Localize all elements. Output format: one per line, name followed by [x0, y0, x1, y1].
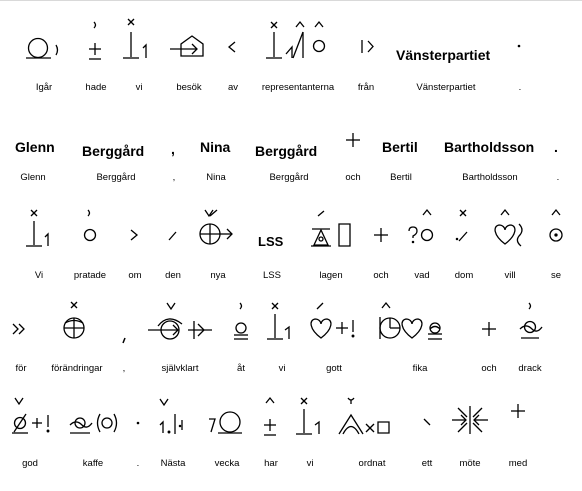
- gloss-nasta: Nästa: [160, 458, 186, 469]
- gloss-berggard-1: Berggård: [96, 172, 136, 183]
- word-cell-och-2: [364, 198, 398, 288]
- word-berggard-2: Berggård: [255, 143, 318, 159]
- dom-symbol: [448, 198, 480, 260]
- word-vansterpartiet: Vänsterpartiet: [396, 47, 491, 63]
- word-cell-vi: [118, 10, 160, 100]
- word-cell-nasta: [152, 386, 194, 476]
- word-cell-vill: [488, 198, 532, 288]
- ett-symbol: [412, 386, 442, 448]
- word-cell-vi-4: [290, 386, 330, 476]
- gloss-ett: ett: [421, 458, 433, 469]
- nasta-symbol: [152, 386, 194, 448]
- gloss-om: om: [128, 270, 142, 281]
- word-cell-glenn: [8, 100, 58, 190]
- gloss-vansterpartiet: Vänsterpartiet: [416, 82, 476, 93]
- sentence-row-3: [0, 198, 582, 288]
- gloss-bertil: Bertil: [390, 172, 412, 183]
- gloss-besok: besök: [176, 82, 202, 93]
- gloss-har: har: [264, 458, 278, 469]
- god-symbol: [6, 386, 54, 448]
- word-cell-har: [256, 386, 286, 476]
- gloss-vi-4: vi: [306, 458, 314, 469]
- gloss-comma: ,: [122, 363, 126, 374]
- gloss-for: för: [15, 363, 27, 374]
- word-cell-representanterna: [252, 10, 344, 100]
- sjalvklart-symbol: [140, 291, 220, 353]
- gloss-vill: vill: [504, 270, 516, 281]
- gloss-lagen: lagen: [319, 270, 343, 281]
- av-symbol: [218, 10, 248, 72]
- for-symbol: [6, 291, 36, 353]
- word-cell-fran: [348, 10, 384, 100]
- word-cell-och-3: [472, 291, 506, 381]
- drack-symbol: [512, 291, 548, 353]
- gloss-pratade: pratade: [73, 270, 107, 281]
- word-cell-period-3: [128, 386, 148, 476]
- word-cell-kaffe: [62, 386, 124, 476]
- word-cell-berggard-1: [78, 100, 154, 190]
- word-cell-comma: [114, 291, 134, 381]
- gloss-period-2: .: [556, 172, 560, 183]
- vi-symbol: [262, 291, 302, 353]
- och-symbol: [336, 100, 370, 162]
- word-glenn: Glenn: [15, 139, 55, 155]
- comma-symbol: [114, 291, 134, 353]
- gloss-hade: hade: [85, 82, 107, 93]
- word-cell-hade: [78, 10, 114, 100]
- word-cell-period: [510, 10, 530, 100]
- gloss-och-3: och: [481, 363, 497, 374]
- word-cell-period-2: [548, 100, 568, 190]
- gloss-period-3: .: [136, 458, 140, 469]
- word-cell-nya: [194, 198, 242, 288]
- word-cell-god: [6, 386, 54, 476]
- word-cell-ett: [412, 386, 442, 476]
- word-cell-se: [542, 198, 570, 288]
- gloss-period: .: [518, 82, 522, 93]
- gloss-representanterna: representanterna: [261, 82, 335, 93]
- gloss-comma-name: ,: [172, 172, 176, 183]
- fika-symbol: [372, 291, 468, 353]
- gloss-vi-2: Vi: [34, 270, 44, 281]
- word-cell-vad: [404, 198, 440, 288]
- gloss-och-1: och: [345, 172, 361, 183]
- word-comma-name: ,: [171, 141, 175, 157]
- word-cell-drack: [512, 291, 548, 381]
- gloss-med: med: [508, 458, 528, 469]
- representanterna-symbol: [252, 10, 344, 72]
- word-cell-ordnat: [336, 386, 408, 476]
- och-symbol: [364, 198, 398, 260]
- gloss-nya: nya: [210, 270, 226, 281]
- gloss-vad: vad: [414, 270, 430, 281]
- gloss-kaffe: kaffe: [82, 458, 104, 469]
- gloss-igar: Igår: [35, 82, 53, 93]
- gloss-mote: möte: [459, 458, 481, 469]
- gloss-at: åt: [237, 363, 245, 374]
- gloss-den: den: [165, 270, 181, 281]
- sentence-row-5: [0, 386, 582, 476]
- forandringar-symbol: [44, 291, 110, 353]
- gloss-nina: Nina: [206, 172, 226, 183]
- gloss-vi: vi: [135, 82, 143, 93]
- sentence-row-1: [0, 10, 582, 100]
- word-cell-vi-2: [18, 198, 60, 288]
- word-cell-sjalvklart: [140, 291, 220, 381]
- vi-symbol: [290, 386, 330, 448]
- word-bartholdsson: Bartholdsson: [444, 139, 535, 155]
- gloss-vi-3: vi: [278, 363, 286, 374]
- nya-symbol: [194, 198, 242, 260]
- igar-symbol: [18, 10, 70, 72]
- word-cell-forandringar: [44, 291, 110, 381]
- pratade-symbol: [66, 198, 114, 260]
- word-cell-lss: [252, 198, 292, 288]
- word-cell-vecka: [204, 386, 250, 476]
- kaffe-symbol: [62, 386, 124, 448]
- vecka-symbol: [204, 386, 250, 448]
- word-cell-igar: [18, 10, 70, 100]
- gloss-vecka: vecka: [214, 458, 240, 469]
- word-cell-pratade: [66, 198, 114, 288]
- gloss-ordnat: ordnat: [358, 458, 386, 469]
- se-symbol: [542, 198, 570, 260]
- fran-symbol: [348, 10, 384, 72]
- word-cell-lagen: [306, 198, 356, 288]
- word-cell-vi-3: [262, 291, 302, 381]
- gloss-sjalvklart: självklart: [161, 363, 199, 374]
- word-cell-och-1: [336, 100, 370, 190]
- period-symbol: [128, 386, 148, 448]
- vi-symbol: [118, 10, 160, 72]
- word-cell-med: [500, 386, 536, 476]
- vad-symbol: [404, 198, 440, 260]
- gloss-fran: från: [357, 82, 375, 93]
- gloss-fika: fika: [412, 363, 428, 374]
- sentence-row-4: [0, 291, 582, 381]
- besok-symbol: [165, 10, 213, 72]
- och-symbol: [472, 291, 506, 353]
- word-cell-mote: [448, 386, 492, 476]
- gloss-av: av: [227, 82, 239, 93]
- word-cell-vansterpartiet: [392, 10, 500, 100]
- lagen-symbol: [306, 198, 356, 260]
- top-border: [0, 0, 582, 1]
- gloss-bartholdsson: Bartholdsson: [462, 172, 518, 183]
- gloss-berggard-2: Berggård: [269, 172, 309, 183]
- at-symbol: [226, 291, 256, 353]
- word-cell-nina: [194, 100, 238, 190]
- gloss-glenn: Glenn: [20, 172, 46, 183]
- word-cell-den: [156, 198, 190, 288]
- word-cell-gott: [306, 291, 362, 381]
- word-cell-bartholdsson: [438, 100, 542, 190]
- gloss-och-2: och: [373, 270, 389, 281]
- word-cell-comma-name: [162, 100, 186, 190]
- mote-symbol: [448, 386, 492, 448]
- gloss-forandringar: förändringar: [51, 363, 103, 374]
- den-symbol: [156, 198, 190, 260]
- word-cell-av: [218, 10, 248, 100]
- word-cell-bertil: [376, 100, 426, 190]
- word-cell-dom: [448, 198, 480, 288]
- word-cell-fika: [372, 291, 468, 381]
- word-lss: LSS: [258, 234, 284, 249]
- hade-symbol: [78, 10, 114, 72]
- word-cell-berggard-2: [250, 100, 328, 190]
- med-symbol: [500, 386, 536, 448]
- word-period-2: .: [554, 139, 558, 155]
- word-cell-at: [226, 291, 256, 381]
- word-cell-besok: [165, 10, 213, 100]
- sentence-row-2: [0, 100, 582, 190]
- ordnat-symbol: [336, 386, 408, 448]
- word-nina: Nina: [200, 139, 231, 155]
- vi-symbol: [18, 198, 60, 260]
- word-bertil: Bertil: [382, 139, 418, 155]
- word-cell-for: [6, 291, 36, 381]
- gloss-drack: drack: [518, 363, 542, 374]
- gloss-lss: LSS: [263, 270, 281, 281]
- har-symbol: [256, 386, 286, 448]
- word-cell-om: [120, 198, 150, 288]
- gott-symbol: [306, 291, 362, 353]
- gloss-se: se: [550, 270, 562, 281]
- om-symbol: [120, 198, 150, 260]
- gloss-god: god: [22, 458, 38, 469]
- gloss-gott: gott: [326, 363, 342, 374]
- gloss-dom: dom: [454, 270, 474, 281]
- vill-symbol: [488, 198, 532, 260]
- word-berggard-1: Berggård: [82, 143, 145, 159]
- period-symbol: [510, 10, 530, 72]
